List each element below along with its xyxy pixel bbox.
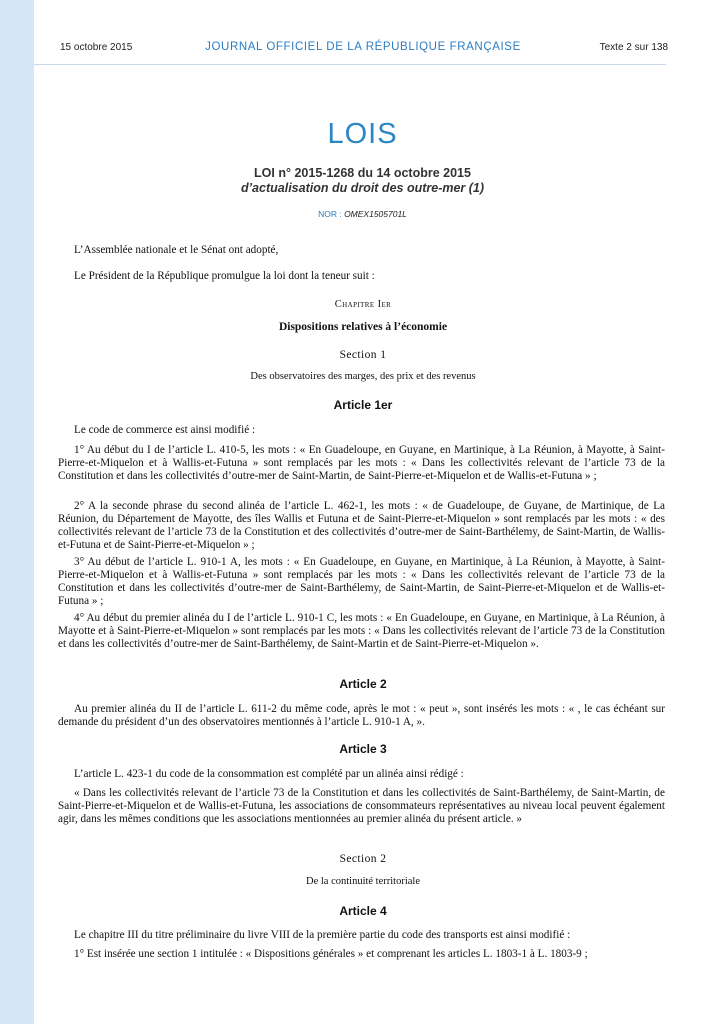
article-2-text: Au premier alinéa du II de l’article L. 611-2 du même code, après le mot : « peut », sont insérés les mots : « , le cas échéant sur demande du président d’un des observatoires mentionnés à l’article L. 910-1 A, ». bbox=[58, 703, 665, 728]
law-number: LOI n° 2015-1268 du 14 octobre 2015 bbox=[254, 166, 471, 180]
article-1-item-2: 2° A la seconde phrase du second alinéa de l’article L. 462-1, les mots : « de Guadeloupe, de Guyane, de Martinique, de La Réunion, du Département de Mayotte, des îles Wallis et Futuna et de Saint-Pierre-et-Miquelon » sont remplacés par les mots : « des collectivités relevant de l’article 73 de la Constitution et des collectivités d’outre-mer de Saint-Barthélemy, de Saint-Martin, de Wallis-et-Futuna et de Saint-Pierre-et-Miquelon » ; bbox=[58, 500, 665, 551]
preamble-adoption: L’Assemblée nationale et le Sénat ont adopté, bbox=[74, 244, 279, 256]
journal-title: JOURNAL OFFICIEL DE LA RÉPUBLIQUE FRANÇAISE bbox=[205, 41, 521, 53]
section-2-title: De la continuité territoriale bbox=[306, 876, 420, 887]
preamble-promulgation: Le Président de la République promulgue la loi dont la teneur suit : bbox=[74, 270, 375, 282]
article-1-item-4: 4° Au début du premier alinéa du I de l’article L. 910-1 C, les mots : « En Guadeloupe, en Guyane, en Martinique, à La Réunion, à Mayotte et à Saint-Pierre-et-Miquelon » sont remplacés par les mots : « Dans les collectivités relevant de l’article 73 de la Constitution et dans les collectivités d’outre-mer de Saint-Barthélemy, de Saint-Martin et de Saint-Pierre-et-Miquelon ». bbox=[58, 612, 665, 650]
article-3-intro: L’article L. 423-1 du code de la consommation est complété par un alinéa ainsi rédigé : bbox=[74, 768, 464, 780]
chapter-title: Dispositions relatives à l’économie bbox=[278, 321, 448, 333]
publication-date: 15 octobre 2015 bbox=[60, 42, 133, 53]
article-3-quote: « Dans les collectivités relevant de l’article 73 de la Constitution et dans les collectivités de Saint-Barthélemy, de Saint-Martin, de Saint-Pierre-et-Miquelon et de Wallis-et-Futuna, les associations de consommateurs représentatives au niveau local peuvent également agir, dans les mêmes conditions que les associations mentionnées au premier alinéa du présent article. » bbox=[58, 787, 665, 825]
section-1-title: Des observatoires des marges, des prix et des revenus bbox=[250, 371, 476, 382]
left-margin-band bbox=[0, 0, 34, 1024]
law-subject: d’actualisation du droit des outre-mer (1) bbox=[240, 181, 485, 195]
chapter-label: Chapitre Ier bbox=[334, 299, 392, 310]
article-2-title: Article 2 bbox=[339, 677, 387, 691]
article-1-item-1: 1° Au début du I de l’article L. 410-5, les mots : « En Guadeloupe, en Guyane, en Martinique, à La Réunion, à Mayotte, à Saint-Pierre-et-Miquelon et à Wallis-et-Futuna » sont remplacés par les mots : « Dans les collectivités relevant de l’article 73 de la Constitution et dans les collectivités d’outre-mer de Saint-Martin, de Saint-Pierre-et-Miquelon et de Wallis-et-Futuna » ; bbox=[58, 444, 665, 482]
header-divider bbox=[34, 64, 666, 65]
nor-reference bbox=[0, 209, 725, 219]
section-heading: LOIS bbox=[327, 118, 398, 150]
article-3-title: Article 3 bbox=[339, 742, 387, 756]
section-1-label: Section 1 bbox=[339, 349, 387, 361]
nor-value: OMEX1505701L bbox=[344, 209, 407, 219]
article-4-title: Article 4 bbox=[339, 904, 387, 918]
article-1-intro: Le code de commerce est ainsi modifié : bbox=[74, 424, 256, 436]
article-1-item-3: 3° Au début de l’article L. 910-1 A, les mots : « En Guadeloupe, en Guyane, en Martinique, à La Réunion, à Mayotte, à Saint-Pierre-et-Miquelon et à Wallis-et-Futuna » sont remplacés par les mots : « Dans les collectivités relevant de l’article 73 de la Constitution et dans les collectivités d’outre-mer de Saint-Barthélemy, de Saint-Martin, de Saint-Pierre-et-Miquelon et de Wallis-et-Futuna » ; bbox=[58, 556, 665, 607]
article-1-title: Article 1er bbox=[333, 398, 393, 412]
article-4-intro: Le chapitre III du titre préliminaire du livre VIII de la première partie du code des transports est ainsi modifié : bbox=[74, 929, 571, 941]
article-4-item-1: 1° Est insérée une section 1 intitulée : « Dispositions générales » et comprenant les articles L. 1803-1 à L. 1803-9 ; bbox=[74, 948, 588, 960]
law-title bbox=[0, 166, 725, 196]
page-counter: Texte 2 sur 138 bbox=[599, 42, 668, 53]
nor-label: NOR : bbox=[318, 209, 345, 219]
page-header bbox=[58, 42, 668, 62]
section-2-label: Section 2 bbox=[339, 853, 387, 865]
